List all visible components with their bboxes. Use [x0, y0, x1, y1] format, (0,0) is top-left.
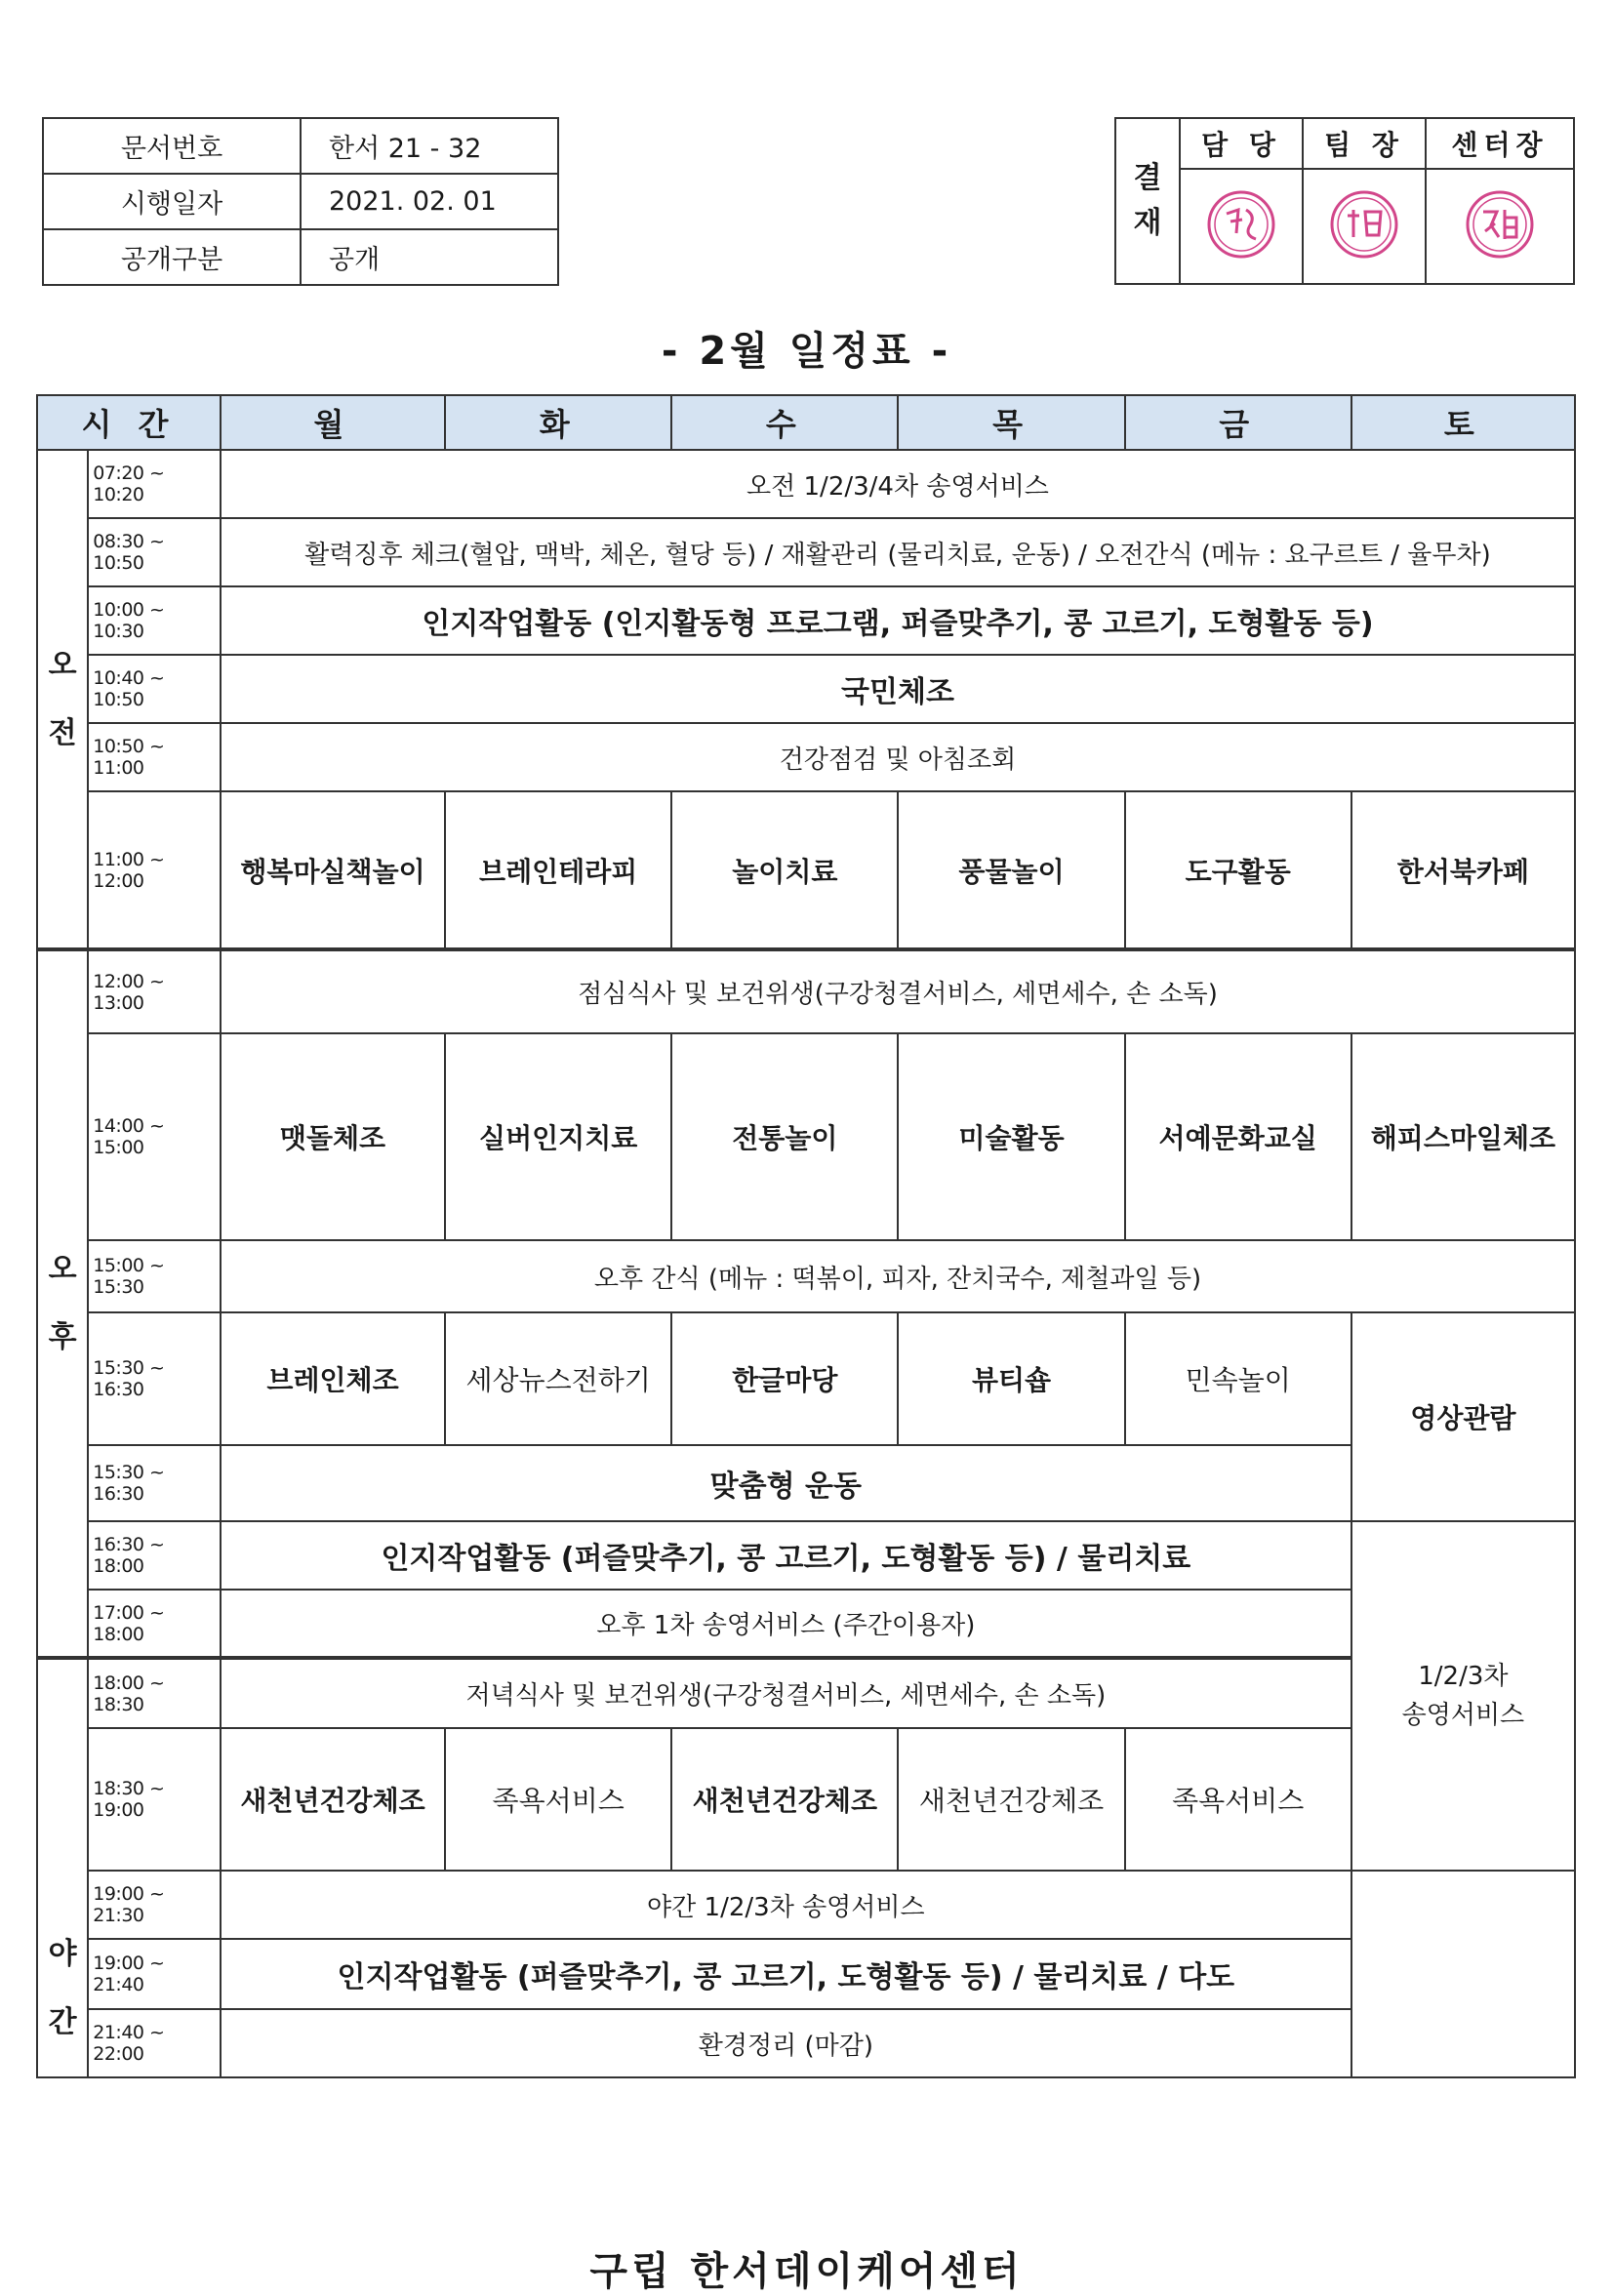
activity-fri: 족욕서비스: [1125, 1728, 1351, 1871]
role-director: 센터장: [1426, 118, 1574, 169]
table-row: [37, 2009, 1575, 2077]
seal-stamp-icon: [1203, 186, 1279, 262]
activity-cell: 야간 1/2/3차 송영서비스: [221, 1871, 1351, 1939]
time-cell: 10:50 ~ 11:00: [88, 723, 221, 791]
seal-stamp-icon: [1326, 186, 1402, 262]
activity-thu: 새천년건강체조: [898, 1728, 1124, 1871]
period-afternoon: 오 후: [37, 949, 88, 1658]
activity-thu: 풍물놀이: [898, 791, 1124, 949]
activity-wed: 놀이치료: [671, 791, 898, 949]
time-cell: 16:30 ~ 18:00: [88, 1521, 221, 1590]
activity-mon: 맷돌체조: [221, 1033, 445, 1240]
activity-tue: 족욕서비스: [445, 1728, 671, 1871]
saturday-transport-line2: 송영서비스: [1401, 1701, 1525, 1730]
document-info-table: [42, 117, 559, 286]
schedule-table: [36, 394, 1576, 2078]
approval-label: [1115, 118, 1180, 284]
activity-cell: 환경정리 (마감): [221, 2009, 1351, 2077]
doc-number-label: 문서번호: [43, 118, 301, 174]
table-row: [37, 723, 1575, 791]
page-title: - 2월 일정표 -: [661, 329, 952, 374]
footer-center-name: 구립 한서데이케어센터: [589, 2249, 1024, 2294]
table-row: [37, 1939, 1575, 2009]
header-mon: 월: [221, 395, 445, 450]
table-row: [37, 586, 1575, 655]
activity-wed: 새천년건강체조: [671, 1728, 898, 1871]
table-row: [37, 1658, 1575, 1728]
approval-label-line1: 결: [1133, 161, 1162, 195]
activity-cell: 건강점검 및 아침조회: [221, 723, 1575, 791]
approval-table: [1114, 117, 1575, 285]
header-row: [37, 395, 1575, 450]
saturday-transport: [1351, 1521, 1575, 1871]
time-cell: 08:30 ~ 10:50: [88, 518, 221, 586]
activity-thu: 미술활동: [898, 1033, 1124, 1240]
activity-sat: 한서북카페: [1351, 791, 1575, 949]
time-cell: 19:00 ~ 21:40: [88, 1939, 221, 2009]
time-cell: 19:00 ~ 21:30: [88, 1871, 221, 1939]
activity-fri: 도구활동: [1125, 791, 1351, 949]
activity-tue: 브레인테라피: [445, 791, 671, 949]
table-row: [37, 791, 1575, 949]
time-cell: 21:40 ~ 22:00: [88, 2009, 221, 2077]
activity-sat: 해피스마일체조: [1351, 1033, 1575, 1240]
saturday-video: 영상관람: [1351, 1312, 1575, 1521]
seal-stamp-icon: [1462, 186, 1538, 262]
saturday-transport-line1: 1/2/3차: [1418, 1662, 1509, 1691]
activity-tue: 세상뉴스전하기: [445, 1312, 671, 1445]
activity-fri: 서예문화교실: [1125, 1033, 1351, 1240]
issue-date-label: 시행일자: [43, 174, 301, 229]
time-cell: 15:30 ~ 16:30: [88, 1445, 221, 1521]
time-cell: 10:40 ~ 10:50: [88, 655, 221, 723]
time-cell: 17:00 ~ 18:00: [88, 1590, 221, 1658]
activity-wed: 한글마당: [671, 1312, 898, 1445]
activity-cell: 인지작업활동 (퍼즐맞추기, 콩 고르기, 도형활동 등) / 물리치료: [221, 1521, 1351, 1590]
table-row: [37, 1033, 1575, 1240]
seal-cell-director: [1426, 169, 1574, 284]
table-row: [37, 518, 1575, 586]
time-cell: 14:00 ~ 15:00: [88, 1033, 221, 1240]
role-team-leader: 팀 장: [1303, 118, 1426, 169]
activity-cell: 점심식사 및 보건위생(구강청결서비스, 세면세수, 손 소독): [221, 949, 1575, 1033]
period-morning: 오 전: [37, 450, 88, 949]
activity-cell: 활력징후 체크(혈압, 맥박, 체온, 혈당 등) / 재활관리 (물리치료, 운동) / 오전간식 (메뉴 : 요구르트 / 율무차): [221, 518, 1575, 586]
table-row: [37, 450, 1575, 518]
table-row: [37, 949, 1575, 1033]
disclosure-value: 공개: [301, 229, 558, 285]
header-time: 시 간: [37, 395, 221, 450]
table-row: [37, 1445, 1575, 1521]
disclosure-label: 공개구분: [43, 229, 301, 285]
activity-wed: 전통놀이: [671, 1033, 898, 1240]
seal-cell-staff: [1180, 169, 1303, 284]
activity-mon: 새천년건강체조: [221, 1728, 445, 1871]
activity-tue: 실버인지치료: [445, 1033, 671, 1240]
time-cell: 15:00 ~ 15:30: [88, 1240, 221, 1312]
activity-thu: 뷰티숍: [898, 1312, 1124, 1445]
activity-cell: 오전 1/2/3/4차 송영서비스: [221, 450, 1575, 518]
activity-cell: 오후 간식 (메뉴 : 떡볶이, 피자, 잔치국수, 제철과일 등): [221, 1240, 1575, 1312]
activity-cell: 인지작업활동 (인지활동형 프로그램, 퍼즐맞추기, 콩 고르기, 도형활동 등): [221, 586, 1575, 655]
issue-date-value: 2021. 02. 01: [301, 174, 558, 229]
table-row: [37, 1312, 1575, 1445]
time-cell: 07:20 ~ 10:20: [88, 450, 221, 518]
table-row: [37, 655, 1575, 723]
time-cell: 15:30 ~ 16:30: [88, 1312, 221, 1445]
table-row: [37, 1590, 1575, 1658]
header-fri: 금: [1125, 395, 1351, 450]
activity-cell: 저녁식사 및 보건위생(구강청결서비스, 세면세수, 손 소독): [221, 1658, 1351, 1728]
table-row: [37, 1728, 1575, 1871]
activity-fri: 민속놀이: [1125, 1312, 1351, 1445]
table-row: [37, 1871, 1575, 1939]
saturday-empty: [1351, 1871, 1575, 2077]
activity-mon: 행복마실책놀이: [221, 791, 445, 949]
time-cell: 18:30 ~ 19:00: [88, 1728, 221, 1871]
header-tue: 화: [445, 395, 671, 450]
table-row: [37, 1521, 1575, 1590]
activity-mon: 브레인체조: [221, 1312, 445, 1445]
activity-cell: 국민체조: [221, 655, 1575, 723]
header-sat: 토: [1351, 395, 1575, 450]
time-cell: 12:00 ~ 13:00: [88, 949, 221, 1033]
time-cell: 10:00 ~ 10:30: [88, 586, 221, 655]
seal-cell-team-leader: [1303, 169, 1426, 284]
time-cell: 11:00 ~ 12:00: [88, 791, 221, 949]
table-row: [37, 1240, 1575, 1312]
doc-number-value: 한서 21 - 32: [301, 118, 558, 174]
time-cell: 18:00 ~ 18:30: [88, 1658, 221, 1728]
header-wed: 수: [671, 395, 898, 450]
activity-cell: 인지작업활동 (퍼즐맞추기, 콩 고르기, 도형활동 등) / 물리치료 / 다도: [221, 1939, 1351, 2009]
activity-cell: 맞춤형 운동: [221, 1445, 1351, 1521]
approval-label-line2: 재: [1133, 206, 1162, 240]
header-thu: 목: [898, 395, 1124, 450]
role-staff: 담 당: [1180, 118, 1303, 169]
period-evening: 야 간: [37, 1658, 88, 2077]
activity-cell: 오후 1차 송영서비스 (주간이용자): [221, 1590, 1351, 1658]
